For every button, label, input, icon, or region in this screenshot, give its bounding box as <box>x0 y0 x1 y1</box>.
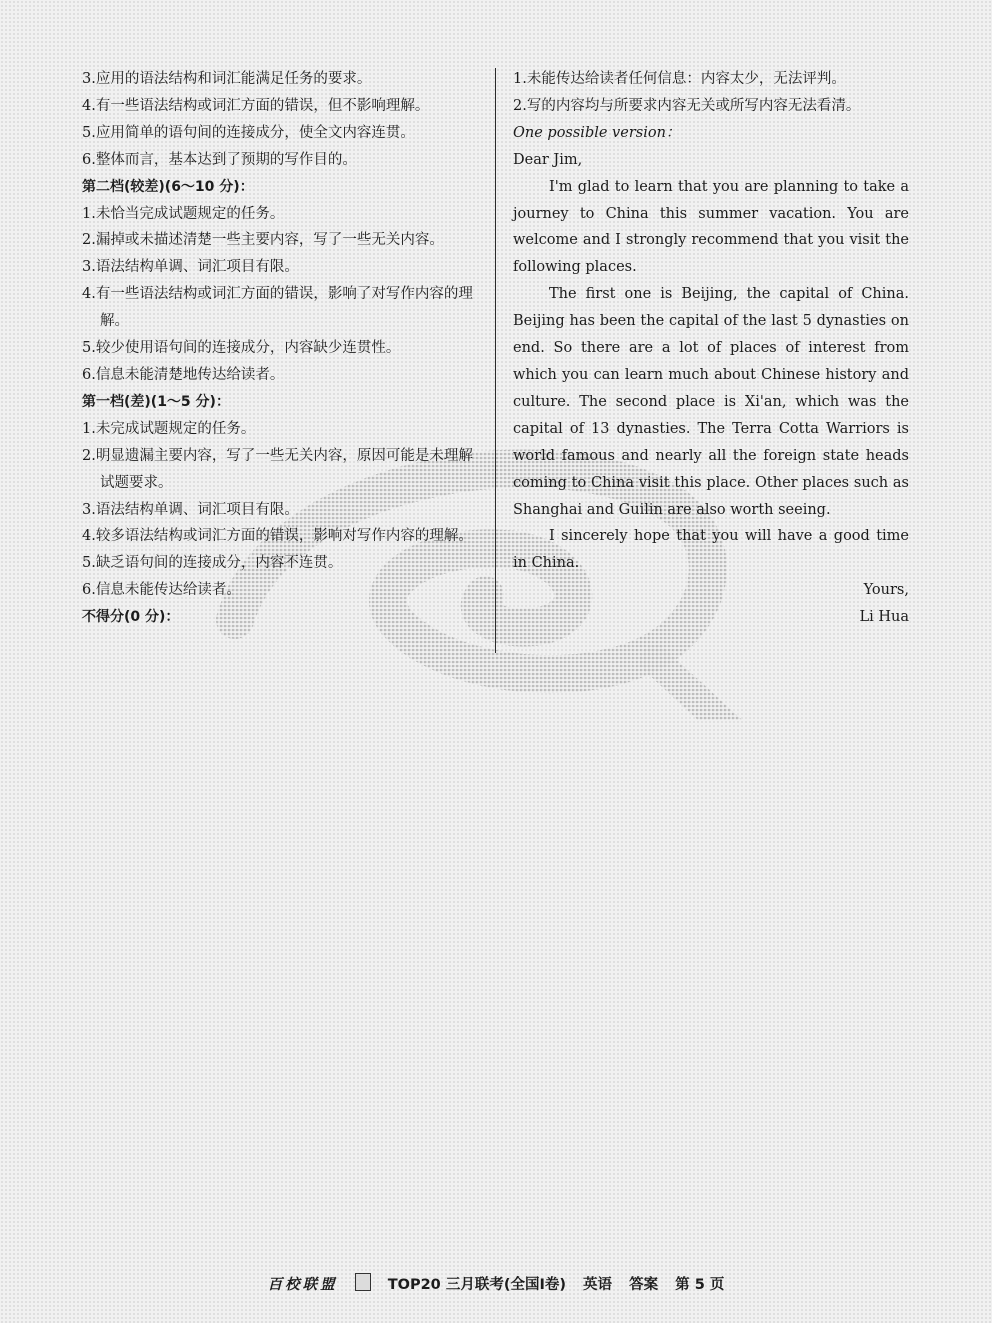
version-label: One possible version： <box>513 124 681 141</box>
criteria-item: 2.明显遗漏主要内容，写了一些无关内容，原因可能是未理解试题要求。 <box>82 447 473 491</box>
letter-paragraph: I'm glad to learn that you are planning to take a journey to China this summer vacation. You are welcome and I strongly recommend that you visit the following places. <box>513 178 909 276</box>
seal-icon <box>355 1273 371 1291</box>
letter-paragraph: I sincerely hope that you will have a good time in China. <box>513 528 909 572</box>
footer-exam: TOP20 三月联考(全国Ⅰ卷) <box>387 1277 566 1293</box>
criteria-list-b <box>82 201 482 389</box>
criteria-item: 5.缺乏语句间的连接成分，内容不连贯。 <box>82 555 343 572</box>
criteria-item: 4.较多语法结构或词汇方面的错误，影响对写作内容的理解。 <box>82 528 473 545</box>
footer-subject: 英语 <box>583 1277 613 1293</box>
criteria-item: 1.未恰当完成试题规定的任务。 <box>82 205 285 222</box>
criteria-item: 4.有一些语法结构或词汇方面的错误，影响了对写作内容的理解。 <box>82 286 473 330</box>
criteria-item: 2.漏掉或未描述清楚一些主要内容，写了一些无关内容。 <box>82 232 444 249</box>
criteria-item: 5.较少使用语句间的连接成分，内容缺少连贯性。 <box>82 340 401 357</box>
letter-paragraph: The first one is Beijing, the capital of China. Beijing has been the capital of the last 5 dynasties on end. So there are a lot of places of interest from which you can learn much about Chinese history and culture. The second place is Xi'an, which was the capital of 13 dynasties. The Terra Cotta Warriors is world famous and nearly all the foreign state heads coming to China visit this place. Other places such as Shanghai and Guilin are also worth seeing. <box>513 286 909 518</box>
letter-signature: Li Hua <box>859 609 909 626</box>
criteria-list-a <box>82 66 482 174</box>
criteria-item: 3.应用的语法结构和词汇能满足任务的要求。 <box>82 71 372 87</box>
criteria-item: 5.应用简单的语句间的连接成分，使全文内容连贯。 <box>82 124 415 141</box>
level2-heading: 第二档(较差)(6～10 分)： <box>82 178 254 195</box>
footer-logo: 百校联盟 <box>267 1276 338 1293</box>
criteria-list-c <box>82 416 482 604</box>
criteria-item: 6.整体而言，基本达到了预期的写作目的。 <box>82 151 357 168</box>
footer-type: 答案 <box>629 1277 659 1293</box>
level0-heading: 不得分(0 分)： <box>82 609 180 626</box>
criteria-item: 6.信息未能清楚地传达给读者。 <box>82 366 285 383</box>
criteria-item: 6.信息未能传达给读者。 <box>82 582 241 599</box>
letter-greeting: Dear Jim, <box>513 151 583 168</box>
criteria-item: 3.语法结构单调、词汇项目有限。 <box>82 259 299 276</box>
column-divider <box>495 68 496 653</box>
model-answer-right <box>513 66 909 631</box>
criteria-item: 1.未完成试题规定的任务。 <box>82 420 256 437</box>
letter-closing: Yours, <box>863 582 909 599</box>
criteria-item: 2.写的内容均与所要求内容无关或所写内容无法看清。 <box>513 97 861 114</box>
criteria-item: 1.未能传达给读者任何信息：内容太少，无法评判。 <box>513 71 846 87</box>
page-footer <box>0 1273 992 1299</box>
level1-heading: 第一档(差)(1～5 分)： <box>82 393 230 410</box>
footer-page: 第 5 页 <box>675 1277 725 1293</box>
criteria-item: 4.有一些语法结构或词汇方面的错误，但不影响理解。 <box>82 97 430 114</box>
grading-criteria-left <box>82 66 482 631</box>
criteria-item: 3.语法结构单调、词汇项目有限。 <box>82 501 299 518</box>
